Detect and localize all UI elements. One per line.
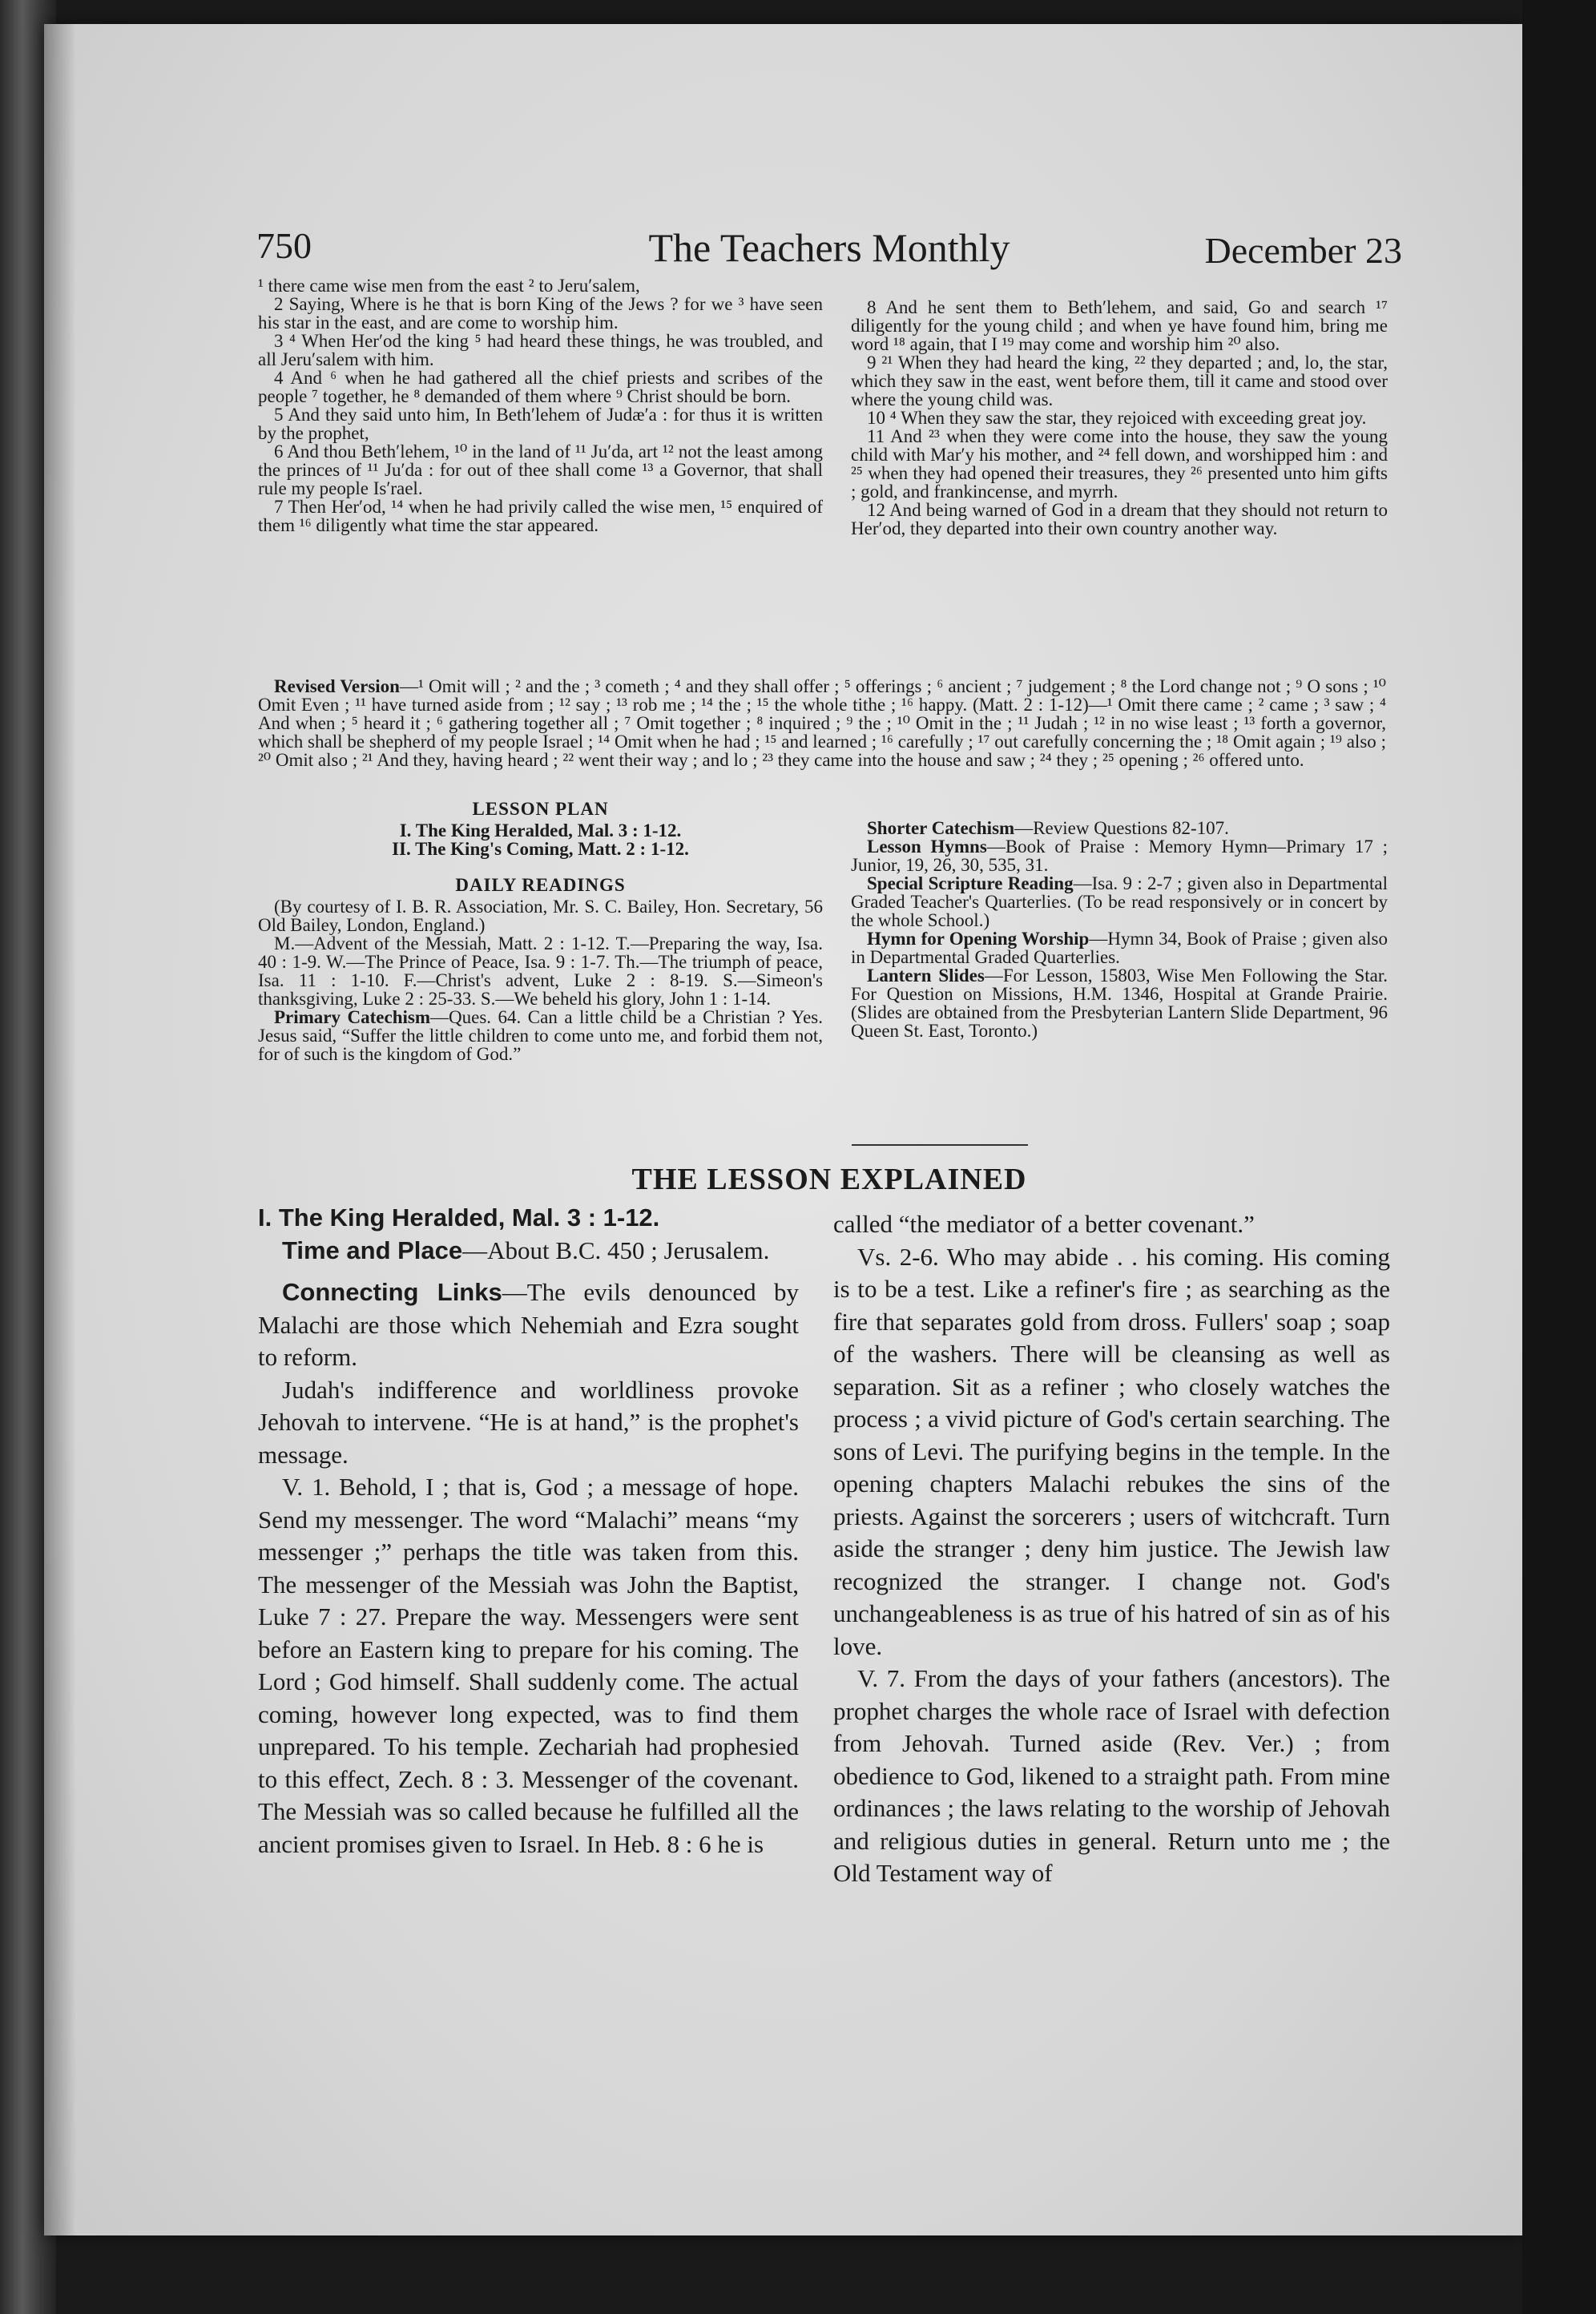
shorter-catechism-label: Shorter Catechism	[867, 819, 1015, 838]
verse-7-commentary: V. 7. From the days of your fathers (ancestors). The prophet charges the whole race of Israel with defection from Jehovah. Turned aside (Rev. Ver.) ; from obedience to God, likened to a straight path. From mine ordinances ; the laws relating to the worship of Jehovah and religious duties in general. Return unto me ; the Old Testament way of	[833, 1664, 1390, 1887]
opening-hymn-label: Hymn for Opening Worship	[867, 929, 1090, 949]
lesson-notes-column	[851, 819, 1388, 1131]
page-date: December 23	[1204, 230, 1402, 271]
connecting-links-text: —The evils denounced by Malachi are those which Nehemiah and Ezra sought to reform.	[258, 1278, 799, 1371]
revised-version-block	[258, 677, 1386, 797]
explained-right-column	[833, 1208, 1390, 2010]
verse-10: 10 ⁴ When they saw the star, they rejoiced with exceeding great joy.	[867, 408, 1367, 428]
verse-1: ¹ there came wise men from the east ² to Jeru′salem,	[258, 276, 640, 296]
continued-text: called “the mediator of a better covenant.”	[833, 1210, 1255, 1238]
page-header	[256, 224, 1402, 280]
special-scripture-text: —Isa. 9 : 2-7 ; given also in Departmental Graded Teacher's Quarterlies. (To be read responsively or in concert by the whole School.)	[851, 873, 1388, 930]
verse-9: 9 ²¹ When they had heard the king, ²² they departed ; and, lo, the star, which they saw in the east, went before them, till it came and stood over where the young child was.	[851, 353, 1388, 409]
lantern-slides-text: —For Lesson, 15803, Wise Men Following the Star. For Question on Missions, H.M. 1346, Hospital at Grande Prairie. (Slides are obtained from the Presbyterian Lantern Slide Department, 96 Queen St. East, Toronto.)	[851, 966, 1388, 1041]
lesson-plan-item-2: II. The King's Coming, Matt. 2 : 1-12.	[392, 839, 689, 859]
verse-8: 8 And he sent them to Beth′lehem, and said, Go and search ¹⁷ diligently for the young child ; and when ye have found him, bring me word ¹⁸ again, that I ¹⁹ may come and worship him ²⁰ also.	[851, 298, 1388, 354]
lesson-explained-heading: THE LESSON EXPLAINED	[631, 1163, 1027, 1196]
time-place-label: Time and Place	[282, 1236, 463, 1264]
scripture-right-column	[851, 298, 1388, 651]
lesson-hymns-text: —Book of Praise : Memory Hymn—Primary 17 ; Junior, 19, 26, 30, 535, 31.	[851, 837, 1388, 875]
lantern-slides-label: Lantern Slides	[867, 966, 985, 986]
primary-catechism-text: —Ques. 64. Can a little child be a Christian ? Yes. Jesus said, “Suffer the little children to come unto me, and forbid them not, for of such is the kingdom of God.”	[258, 1007, 823, 1064]
page-gutter-shadow	[44, 24, 76, 2235]
daily-readings-text: M.—Advent of the Messiah, Matt. 2 : 1-12. T.—Preparing the way, Isa. 40 : 1-9. W.—The Prince of Peace, Isa. 9 : 1-7. Th.—The triumph of peace, Isa. 11 : 1-10. F.—Christ's advent, Luke 2 : 8-19. S.—Simeon's thanksgiving, Luke 2 : 25-33. S.—We beheld his glory, John 1 : 1-14.	[258, 933, 823, 1009]
section-divider	[852, 1144, 1028, 1146]
verse-4: 4 And ⁶ when he had gathered all the chief priests and scribes of the people ⁷ together, he ⁸ demanded of them where ⁹ Christ should be born.	[258, 368, 823, 406]
verse-2: 2 Saying, Where is he that is born King of the Jews ? for we ³ have seen his star in the east, and are come to worship him.	[258, 294, 823, 333]
special-scripture-label: Special Scripture Reading	[867, 873, 1074, 893]
verse-12: 12 And being warned of God in a dream that they should not return to Her′od, they departed into their own country another way.	[851, 500, 1388, 538]
connecting-links-label: Connecting Links	[282, 1278, 502, 1306]
explained-left-column	[258, 1202, 799, 2003]
section-heading: I. The King Heralded, Mal. 3 : 1-12.	[258, 1203, 660, 1232]
time-place-text: —About B.C. 450 ; Jerusalem.	[462, 1236, 770, 1264]
revised-version-label: Revised Version	[274, 677, 400, 696]
primary-catechism-label: Primary Catechism	[274, 1007, 430, 1027]
daily-readings-heading: DAILY READINGS	[455, 875, 626, 895]
scan-background-edge	[1522, 0, 1596, 2314]
verse-3: 3 ⁴ When Her′od the king ⁵ had heard these things, he was troubled, and all Jeru′salem with him.	[258, 331, 823, 369]
verse-6: 6 And thou Beth′lehem, ¹⁰ in the land of ¹¹ Ju′da, art ¹² not the least among the princes of ¹¹ Ju′da : for out of thee shall come ¹³ a Governor, that shall rule my people Is′rael.	[258, 441, 823, 498]
verse-7: 7 Then Her′od, ¹⁴ when he had privily called the wise men, ¹⁵ enquired of them ¹⁶ diligently what time the star appeared.	[258, 497, 823, 535]
verse-5: 5 And they said unto him, In Beth′lehem of Judæ′a : for thus it is written by the prophet,	[258, 405, 823, 443]
lesson-plan-heading: LESSON PLAN	[472, 799, 609, 819]
daily-readings-courtesy: (By courtesy of I. B. R. Association, Mr. S. C. Bailey, Hon. Secretary, 56 Old Bailey, London, England.)	[258, 897, 823, 935]
page-number: 750	[256, 225, 312, 266]
judah-paragraph: Judah's indifference and worldliness provoke Jehovah to intervene. “He is at hand,” is the prophet's message.	[258, 1375, 799, 1469]
verse-1-commentary: V. 1. Behold, I ; that is, God ; a message of hope. Send my messenger. The word “Malachi” means “my messenger ;” perhaps the title was taken from this. The messenger of the Messiah was John the Baptist, Luke 7 : 27. Prepare the way. Messengers were sent before an Eastern king to prepare for his coming. The Lord ; God himself. Shall suddenly come. The actual coming, however long expected, was to find them unprepared. To his temple. Zechariah had prophesied to this effect, Zech. 8 : 3. Messenger of the covenant. The Messiah was so called because he fulfilled all the ancient promises given to Israel. In Heb. 8 : 6 he is	[258, 1473, 799, 1858]
opening-hymn-text: —Hymn 34, Book of Praise ; given also in Departmental Graded Quarterlies.	[851, 929, 1388, 967]
revised-version-text: —¹ Omit will ; ² and the ; ³ cometh ; ⁴ and they shall offer ; ⁵ offerings ; ⁶ ancient ; ⁷ judgement ; ⁸ the Lord change not ; ⁹ O sons ; ¹⁰ Omit Even ; ¹¹ have turned aside from ; ¹² say ; ¹³ rob me ; ¹⁴ the ; ¹⁵ the whole tithe ; ¹⁶ happy. (Matt. 2 : 1-12)—¹ Omit there came ; ² came ; ³ saw ; ⁴ And when ; ⁵ heard it ; ⁶ gathering together all ; ⁷ Omit together ; ⁸ inquired ; ⁹ the ; ¹⁰ Omit in the ; ¹¹ Judah ; ¹² in no wise least ; ¹³ forth a governor, which shall be shepherd of my people Israel ; ¹⁴ Omit when he had ; ¹⁵ and learned ; ¹⁶ carefully ; ¹⁷ out carefully concerning the ; ¹⁸ Omit again ; ¹⁹ also ; ²⁰ Omit also ; ²¹ And they, having heard ; ²² went their way ; and lo ; ²³ they came into the house and saw ; ²⁴ they ; ²⁵ opening ; ²⁶ offered unto.	[258, 677, 1386, 770]
verse-11: 11 And ²³ when they were come into the house, they saw the young child with Mar′y his mother, and ²⁴ fell down, and worshipped him : and ²⁵ when they had opened their treasures, they ²⁶ presented unto him gifts ; gold, and frankincense, and myrrh.	[851, 426, 1388, 502]
page-title: The Teachers Monthly	[648, 225, 1010, 270]
scripture-left-column	[258, 276, 823, 669]
lesson-plan-item-1: I. The King Heralded, Mal. 3 : 1-12.	[399, 820, 682, 841]
verses-2-6-commentary: Vs. 2-6. Who may abide . . his coming. His coming is to be a test. Like a refiner's fire ; as searching as the fire that separates gold from dross. Fullers' soap ; soap of the washers. There will be cleansing as well as separation. Sit as a refiner ; who closely watches the process ; a vivid picture of God's certain searching. The sons of Levi. The purifying begins in the temple. In the opening chapters Malachi rebukes the sins of the priests. Against the sorcerers ; users of witchcraft. Turn aside the stranger ; deny him justice. The Jewish law recognized the stranger. I change not. God's unchangeableness is as true of his hatred of sin as of his love.	[833, 1242, 1390, 1660]
lesson-hymns-label: Lesson Hymns	[867, 837, 987, 857]
shorter-catechism-text: —Review Questions 82-107.	[1014, 819, 1229, 838]
lesson-plan-column	[258, 795, 823, 1115]
